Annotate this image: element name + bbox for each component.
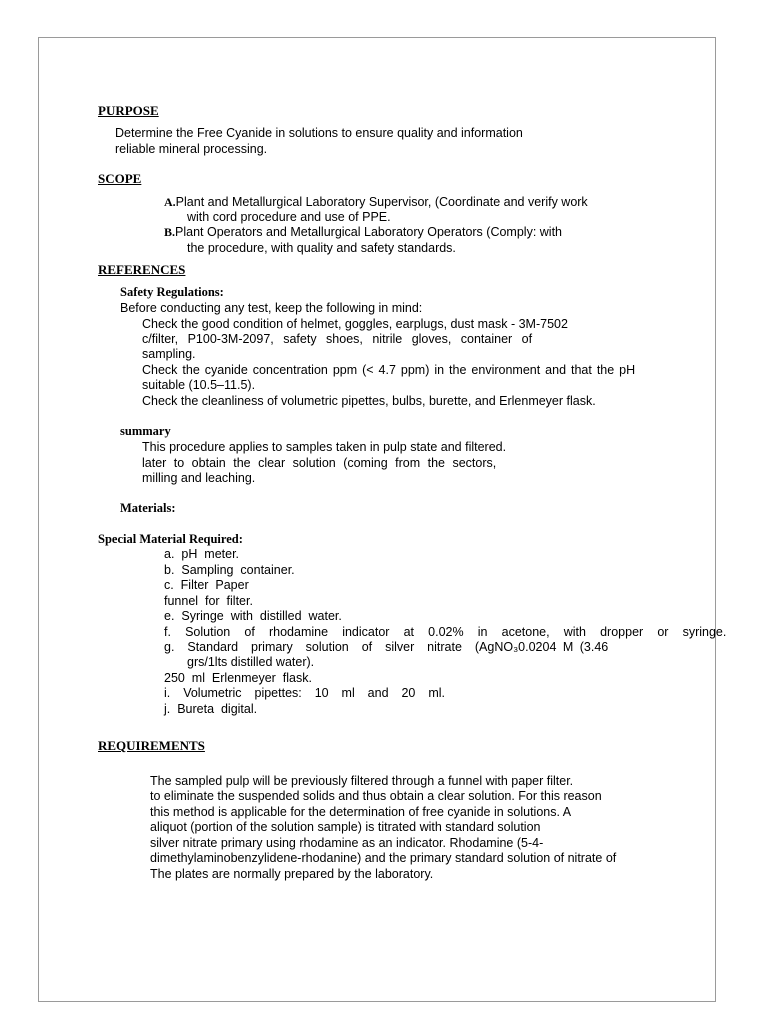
check-ppe-line-3: sampling.: [142, 347, 196, 361]
check-ppe-line-2: [142, 332, 567, 347]
requirements-heading: REQUIREMENTS: [98, 738, 205, 753]
material-item-e: e. Syringe with distilled water.: [164, 609, 342, 623]
material-item-c: c. Filter Paper: [164, 578, 249, 592]
requirements-line-1: The sampled pulp will be previously filtered through a funnel with paper filter.: [150, 774, 574, 788]
material-item-flask: 250 ml Erlenmeyer flask.: [164, 671, 312, 685]
purpose-line-1: Determine the Free Cyanide in solutions to ensure quality and information: [115, 126, 523, 140]
check-cleanliness: Check the cleanliness of volumetric pipettes, bulbs, burette, and Erlenmeyer flask.: [142, 394, 596, 408]
material-item-f: f. Solution of rhodamine indicator at 0.02% in acetone, with dropper or syringe.: [164, 625, 727, 639]
summary-line-1: This procedure applies to samples taken in pulp state and filtered.: [142, 440, 507, 454]
material-item-b: b. Sampling container.: [164, 563, 295, 577]
materials-title: Materials:: [120, 501, 176, 515]
scope-item-a-text: Plant and Metallurgical Laboratory Supervisor, (Coordinate and verify work: [175, 195, 588, 209]
summary-line-3: milling and leaching.: [142, 471, 256, 485]
scope-item-b-text: Plant Operators and Metallurgical Laboratory Operators (Comply: with: [175, 225, 562, 239]
requirements-line-2: to eliminate the suspended solids and thus obtain a clear solution. For this reason: [150, 789, 602, 803]
scope-item-a-label: A.: [164, 195, 176, 209]
scope-item-b-label: B.: [164, 225, 176, 239]
scope-item-a-cont: with cord procedure and use of PPE.: [187, 210, 391, 224]
scope-item-b: [164, 225, 562, 240]
safety-regulations-title: Safety Regulations:: [120, 285, 224, 299]
safety-intro: Before conducting any test, keep the following in mind:: [120, 301, 423, 315]
purpose-heading: PURPOSE: [98, 103, 159, 118]
material-item-i: i. Volumetric pipettes: 10 ml and 20 ml.: [164, 686, 445, 700]
material-item-a: a. pH meter.: [164, 547, 240, 561]
scope-item-b-cont: the procedure, with quality and safety standards.: [187, 241, 456, 255]
purpose-line-2: reliable mineral processing.: [115, 142, 268, 156]
scope-item-a: [164, 195, 588, 210]
material-item-j: j. Bureta digital.: [164, 702, 258, 716]
summary-title: summary: [120, 424, 171, 438]
requirements-line-6: dimethylaminobenzylidene-rhodanine) and the primary standard solution of nitrate of: [150, 851, 617, 865]
material-item-g: g. Standard primary solution of silver nitrate (AgNO₃0.0204 M (3.46: [164, 640, 609, 654]
check-ppe-line-1: Check the good condition of helmet, goggles, earplugs, dust mask - 3M-7502: [142, 317, 568, 331]
requirements-line-5: silver nitrate primary using rhodamine as an indicator. Rhodamine (5-4-: [150, 836, 544, 850]
check-cyanide-line-1: Check the cyanide concentration ppm (< 4.7 ppm) in the environment and that the pH: [142, 363, 636, 377]
check-ppe-line-2-text: c/filter, P100-3M-2097, safety shoes, nitrile gloves, container of: [142, 332, 533, 346]
check-cyanide-line-2: suitable (10.5–11.5).: [142, 378, 256, 392]
scope-heading: SCOPE: [98, 171, 142, 186]
material-item-c-cont: funnel for filter.: [164, 594, 253, 608]
requirements-line-7: The plates are normally prepared by the laboratory.: [150, 867, 434, 881]
requirements-line-3: this method is applicable for the determination of free cyanide in solutions. A: [150, 805, 572, 819]
summary-line-2: later to obtain the clear solution (coming from the sectors,: [142, 456, 497, 470]
special-material-title: Special Material Required:: [98, 532, 243, 546]
requirements-line-4: aliquot (portion of the solution sample) is titrated with standard solution: [150, 820, 541, 834]
material-item-g-cont: grs/1lts distilled water).: [187, 655, 315, 669]
references-heading: REFERENCES: [98, 262, 186, 277]
